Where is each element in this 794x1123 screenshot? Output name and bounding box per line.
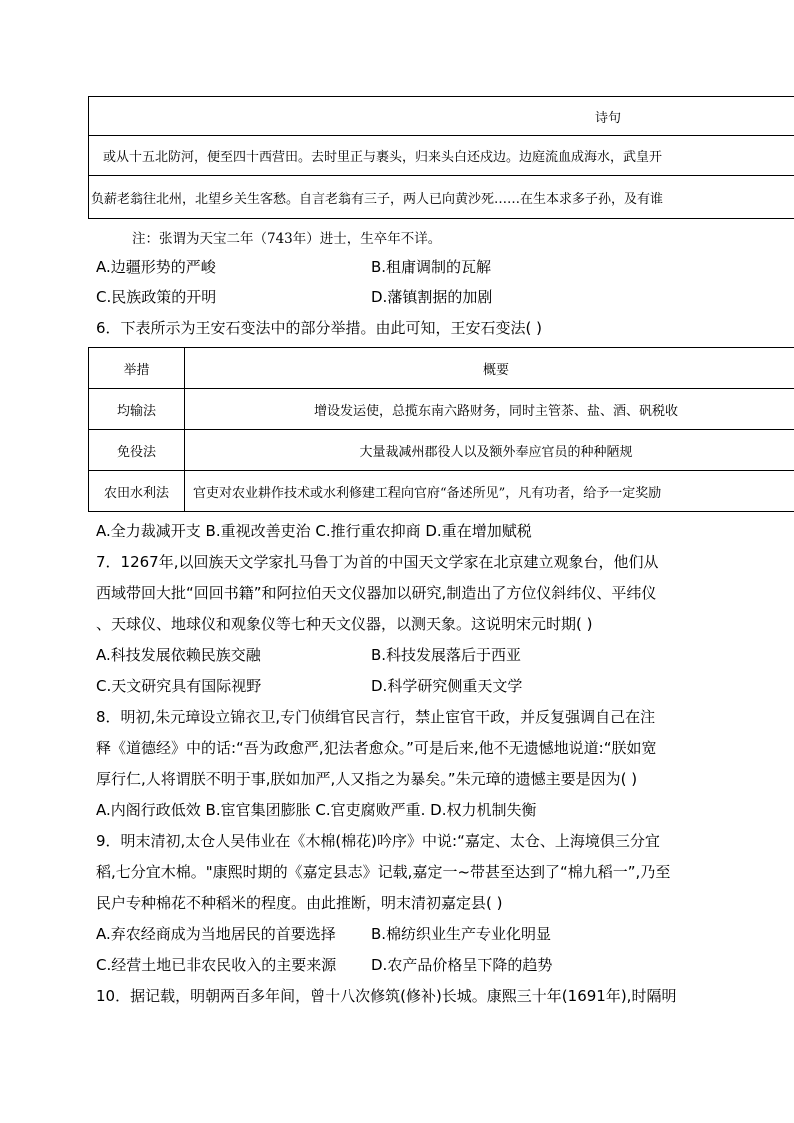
poem-row xyxy=(89,136,794,176)
q8-line: 释《道德经》中的话:“吾为政愈严,犯法者愈众。”可是后来,他不无遗憾地说道:“朕如宽 xyxy=(96,739,657,757)
q7-option-a: A.科技发展依赖民族交融 xyxy=(96,646,261,664)
q9-option-b: B.棉纺织业生产专业化明显 xyxy=(371,925,552,943)
q7-option-d: D.科学研究侧重天文学 xyxy=(371,677,523,695)
reform-summary: 增设发运使，总揽东南六路财务，同时主管茶、盐、酒、矾税收 xyxy=(185,389,794,430)
q5-option-b: B.租庸调制的瓦解 xyxy=(371,258,492,276)
q5-option-a: A.边疆形势的严峻 xyxy=(96,258,216,276)
q8-line: 8．明初,朱元璋设立锦衣卫,专门侦缉官民言行，禁止宦官干政，并反复强调自己在注 xyxy=(96,708,656,726)
q8-options: A.内阁行政低效 B.宦官集团膨胀 C.官吏腐败严重. D.权力机制失衡 xyxy=(96,801,537,819)
reform-header-summary: 概要 xyxy=(185,348,794,389)
q5-option-c: C.民族政策的开明 xyxy=(96,288,217,306)
q7-option-c: C.天文研究具有国际视野 xyxy=(96,677,262,695)
q7-line: 7．1267年,以回族天文学家扎马鲁丁为首的中国天文学家在北京建立观象台，他们从 xyxy=(96,553,659,571)
reform-summary: 官吏对农业耕作技术或水利修建工程向官府“备述所见”，凡有功者，给予一定奖励 xyxy=(185,471,794,512)
reform-header-measure: 举措 xyxy=(89,348,185,389)
q9-line: 民户专种棉花不种稻米的程度。由此推断，明末清初嘉定县( ) xyxy=(96,894,503,912)
reform-row xyxy=(89,471,794,512)
q7-line: 西域带回大批“回回书籍”和阿拉伯天文仪器加以研究,制造出了方位仪斜纬仪、平纬仪 xyxy=(96,584,657,602)
poem-note: 注：张谓为天宝二年（743年）进士，生卒年不详。 xyxy=(132,231,442,247)
poem-text: 负薪老翁往北州，北望乡关生客愁。自言老翁有三子，两人已向黄沙死……在生本求多子孙，及有谁 xyxy=(89,176,794,219)
poem-table-header-row xyxy=(89,97,794,136)
poem-table xyxy=(88,96,794,219)
reform-row xyxy=(89,389,794,430)
reform-measure: 农田水利法 xyxy=(89,471,185,512)
reform-row xyxy=(89,430,794,471)
reform-summary: 大量裁减州郡役人以及额外奉应官员的种种陋规 xyxy=(185,430,794,471)
q9-line: 9．明末清初,太仓人吴伟业在《木棉(棉花)吟序》中说:“嘉定、太仓、上海境俱三分宜 xyxy=(96,832,660,850)
q9-option-a: A.弃农经商成为当地居民的首要选择 xyxy=(96,925,336,943)
q6-options: A.全力裁减开支 B.重视改善吏治 C.推行重农抑商 D.重在增加赋税 xyxy=(96,522,532,540)
q9-line: 稻,七分宜木棉。"康熙时期的《嘉定县志》记载,嘉定一~带甚至达到了“棉九稻一”,乃至 xyxy=(96,863,671,881)
q10-line: 10．据记载，明朝两百多年间，曾十八次修筑(修补)长城。康熙三十年(1691年),时隔明 xyxy=(96,987,677,1005)
reform-measure: 均输法 xyxy=(89,389,185,430)
poem-row xyxy=(89,176,794,219)
q9-option-c: C.经营土地已非农民收入的主要来源 xyxy=(96,956,337,974)
reform-measure: 免役法 xyxy=(89,430,185,471)
q8-line: 厚行仁,人将谓朕不明于事,朕如加严,人又指之为暴矣。”朱元璋的遗憾主要是因为( ) xyxy=(96,770,638,788)
q5-option-d: D.藩镇割据的加剧 xyxy=(371,288,493,306)
q9-option-d: D.农产品价格呈下降的趋势 xyxy=(371,956,553,974)
poem-text: 或从十五北防河，便至四十西营田。去时里正与裹头，归来头白还戍边。边庭流血成海水，武皇开 xyxy=(89,136,794,176)
q6-stem: 6．下表所示为王安石变法中的部分举措。由此可知，王安石变法( ) xyxy=(96,319,543,337)
q7-line: 、天球仪、地球仪和观象仪等七种天文仪器，以测天象。这说明宋元时期( ) xyxy=(96,615,593,633)
q7-option-b: B.科技发展落后于西亚 xyxy=(371,646,522,664)
reform-table-header-row xyxy=(89,348,794,389)
reform-table xyxy=(88,347,794,512)
poem-table-header: 诗句 xyxy=(89,97,794,136)
